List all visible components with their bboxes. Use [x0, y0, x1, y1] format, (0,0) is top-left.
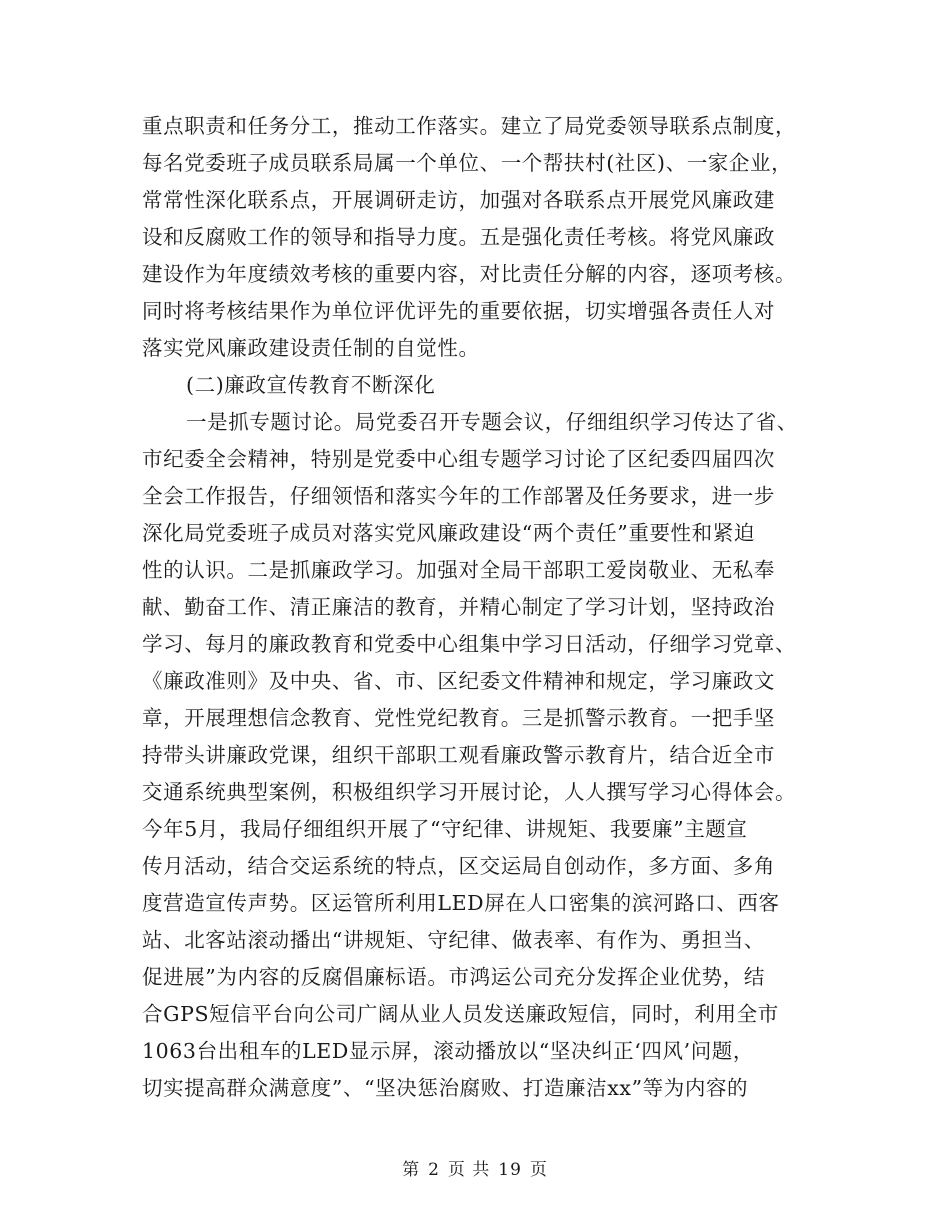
- text-line: 落实党风廉政建设责任制的自觉性。: [142, 336, 480, 360]
- footer-total-pages: 19: [498, 1160, 522, 1180]
- text-line: 章，开展理想信念教育、党性党纪教育。三是抓警示教育。一把手坚: [142, 706, 775, 730]
- text-line: 学习、每月的廉政教育和党委中心组集中学习日活动，仔细学习党章、: [142, 632, 797, 656]
- text-line: 今年5月，我局仔细组织开展了“守纪律、讲规矩、我要廉”主题宣: [142, 817, 748, 841]
- text-line: 设和反腐败工作的领导和指导力度。五是强化责任考核。将党风廉政: [142, 225, 775, 249]
- page-footer: [0, 1155, 950, 1180]
- text-line: 《廉政准则》及中央、省、市、区纪委文件精神和规定，学习廉政文: [142, 669, 775, 693]
- text-line: 献、勤奋工作、清正廉洁的教育，并精心制定了学习计划，坚持政治: [142, 595, 775, 619]
- text-line: 全会工作报告，仔细领悟和落实今年的工作部署及任务要求，进一步: [142, 484, 775, 508]
- footer-suffix: 页: [529, 1160, 548, 1180]
- text-line: 促进展”为内容的反腐倡廉标语。市鸿运公司充分发挥企业优势，结: [142, 965, 765, 989]
- text-line: 传月活动，结合交运系统的特点，区交运局自创动作，多方面、多角: [142, 854, 775, 878]
- footer-middle: 页 共: [447, 1160, 491, 1180]
- text-line: 建设作为年度绩效考核的重要内容，对比责任分解的内容，逐项考核。: [142, 262, 797, 286]
- text-line: 持带头讲廉政党课，组织干部职工观看廉政警示教育片，结合近全市: [142, 743, 775, 767]
- text-line: 性的认识。二是抓廉政学习。加强对全局干部职工爱岗敬业、无私奉: [142, 558, 775, 582]
- text-line: (二)廉政宣传教育不断深化: [186, 373, 436, 397]
- text-line: 每名党委班子成员联系局属一个单位、一个帮扶村(社区)、一家企业，: [142, 151, 793, 175]
- document-body: [142, 108, 812, 1107]
- text-line: 度营造宣传声势。区运管所利用LED屏在人口密集的滨河路口、西客: [142, 891, 780, 915]
- text-line: 深化局党委班子成员对落实党风廉政建设“两个责任”重要性和紧迫: [142, 521, 755, 545]
- text-line: 一是抓专题讨论。局党委召开专题会议，仔细组织学习传达了省、: [186, 410, 798, 434]
- text-line: 站、北客站滚动播出“讲规矩、守纪律、做表率、有作为、勇担当、: [142, 928, 765, 952]
- footer-prefix: 第: [402, 1160, 421, 1180]
- text-line: 合GPS短信平台向公司广阔从业人员发送廉政短信，同时，利用全市: [142, 1002, 779, 1026]
- text-line: 重点职责和任务分工，推动工作落实。建立了局党委领导联系点制度，: [142, 114, 797, 138]
- text-line: 同时将考核结果作为单位评优评先的重要依据，切实增强各责任人对: [142, 299, 775, 323]
- text-line: 常常性深化联系点，开展调研走访，加强对各联系点开展党风廉政建: [142, 188, 775, 212]
- text-line: 切实提高群众满意度”、“坚决惩治腐败、打造廉洁xx”等为内容的: [142, 1076, 749, 1100]
- text-line: 交通系统典型案例，积极组织学习开展讨论，人人撰写学习心得体会。: [142, 780, 797, 804]
- text-line: 1063台出租车的LED显示屏，滚动播放以“坚决纠正‘四风’问题，: [142, 1039, 754, 1063]
- footer-page-number: 2: [428, 1160, 440, 1180]
- text-line: 市纪委全会精神，特别是党委中心组专题学习讨论了区纪委四届四次: [142, 447, 775, 471]
